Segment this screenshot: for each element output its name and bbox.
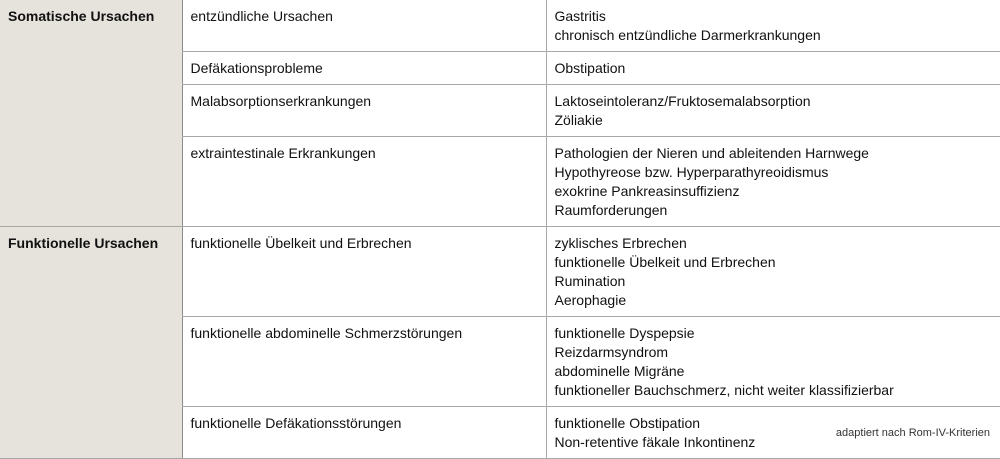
- example-item: Non-retentive fäkale Inkontinenz: [554, 434, 756, 450]
- table-row: [0, 227, 1000, 317]
- cause-cell: extraintestinale Erkrankungen: [182, 137, 546, 227]
- examples-cell: [546, 85, 1000, 137]
- example-item: abdominelle Migräne: [554, 363, 685, 379]
- example-item: Zöliakie: [554, 112, 603, 128]
- examples-cell: [546, 137, 1000, 227]
- example-item: Raumforderungen: [554, 202, 668, 218]
- example-item: Aerophagie: [554, 292, 627, 308]
- example-item: chronisch entzündliche Darmerkrankungen: [554, 27, 821, 43]
- cause-cell: Defäkationsprobleme: [182, 52, 546, 85]
- example-item: funktionelle Übelkeit und Erbrechen: [554, 254, 776, 270]
- examples-cell: [546, 317, 1000, 407]
- example-item: funktionelle Dyspepsie: [554, 325, 695, 341]
- cause-cell: funktionelle abdominelle Schmerzstörungen: [182, 317, 546, 407]
- example-item: funktioneller Bauchschmerz, nicht weiter klassifizierbar: [554, 382, 894, 398]
- group-label-functional: Funktionelle Ursachen: [0, 227, 182, 459]
- example-item: funktionelle Obstipation: [554, 415, 701, 431]
- example-item: exokrine Pankreasinsuffizienz: [554, 183, 740, 199]
- examples-cell: [546, 0, 1000, 52]
- cause-cell: entzündliche Ursachen: [182, 0, 546, 52]
- source-footnote: adaptiert nach Rom-IV-Kriterien: [835, 427, 990, 439]
- example-item: zyklisches Erbrechen: [554, 235, 687, 251]
- group-label-somatic: Somatische Ursachen: [0, 0, 182, 227]
- example-item: Obstipation: [554, 60, 626, 76]
- example-item: Reizdarmsyndrom: [554, 344, 669, 360]
- example-item: Gastritis: [554, 8, 606, 24]
- cause-cell: Malabsorptionserkrankungen: [182, 85, 546, 137]
- table-row: [0, 0, 1000, 52]
- examples-cell: [546, 52, 1000, 85]
- cause-cell: funktionelle Defäkationsstörungen: [182, 407, 546, 459]
- example-item: Hypothyreose bzw. Hyperparathyreoidismus: [554, 164, 829, 180]
- example-item: Laktoseintoleranz/Fruktosemalabsorption: [554, 93, 811, 109]
- example-item: Pathologien der Nieren und ableitenden Harnwege: [554, 145, 869, 161]
- cause-cell: funktionelle Übelkeit und Erbrechen: [182, 227, 546, 317]
- examples-cell: [546, 227, 1000, 317]
- example-item: Rumination: [554, 273, 626, 289]
